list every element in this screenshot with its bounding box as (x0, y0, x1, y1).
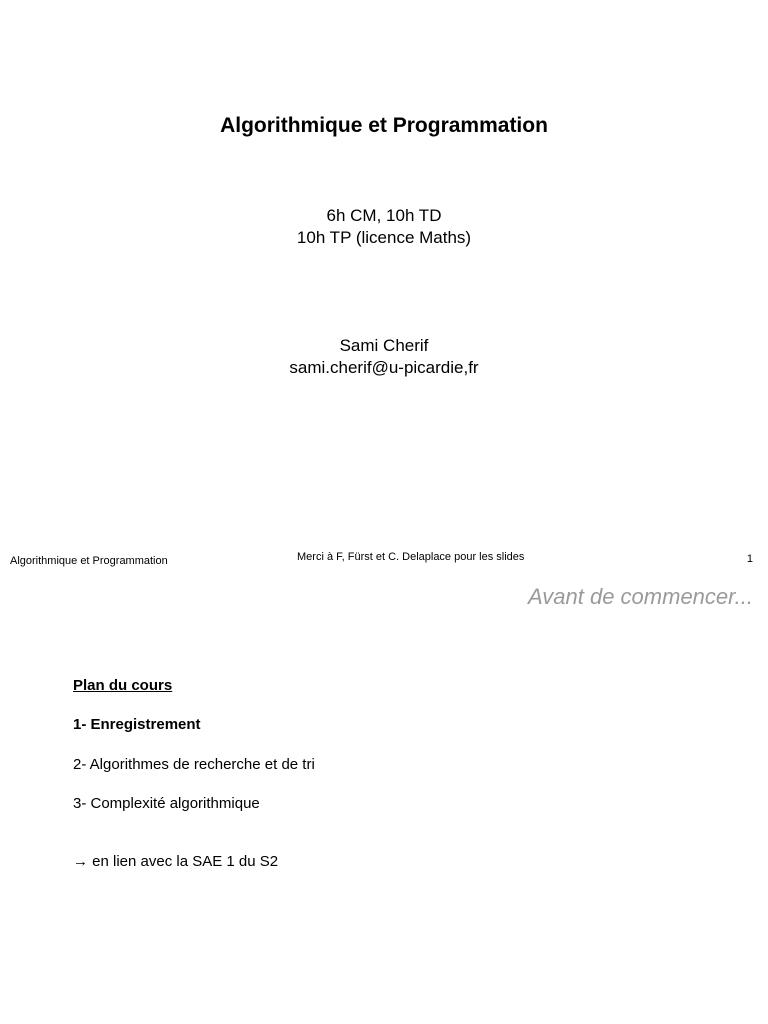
course-title: Algorithmique et Programmation (220, 114, 548, 137)
plan-title: Plan du cours (73, 677, 173, 694)
hours-line-2: 10h TP (licence Maths) (296, 228, 472, 247)
author-name: Sami Cherif (339, 336, 429, 355)
plan-item-2: 2- Algorithmes de recherche et de tri (73, 756, 315, 773)
section-heading: Avant de commencer... (528, 584, 753, 609)
plan-item-1: 1- Enregistrement (73, 716, 201, 733)
author-email: sami.cherif@u-picardie,fr (289, 358, 479, 377)
footer-credits: Merci à F, Fürst et C. Delaplace pour les slides (297, 551, 525, 563)
page-number: 1 (746, 553, 753, 565)
course-hours (0, 205, 768, 249)
plan-note: → en lien avec la SAE 1 du S2 (73, 853, 279, 870)
hours-line-1: 6h CM, 10h TD (326, 206, 442, 225)
footer-course-name: Algorithmique et Programmation (10, 555, 168, 567)
plan-item-3: 3- Complexité algorithmique (73, 795, 260, 812)
author-block (0, 335, 768, 379)
